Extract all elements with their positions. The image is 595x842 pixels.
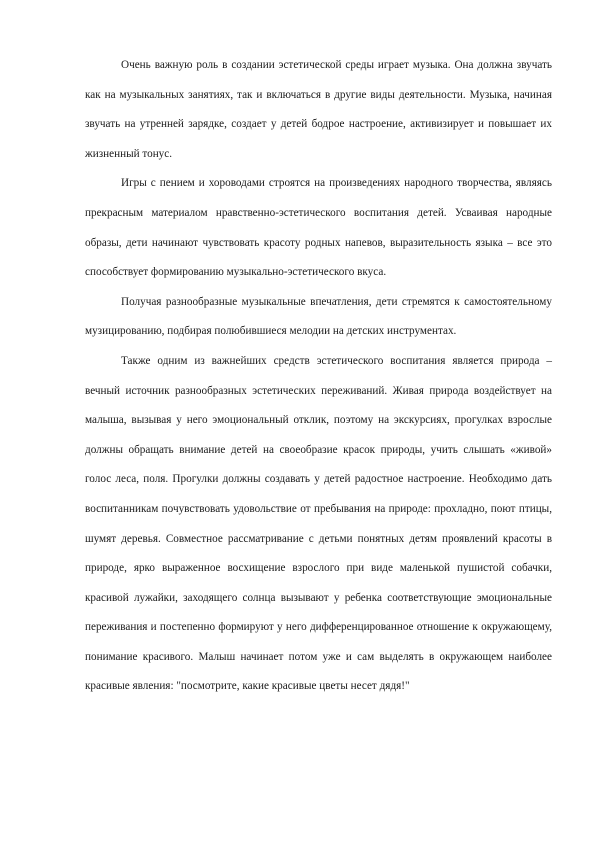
document-body (85, 51, 552, 702)
paragraph-music-impressions: Получая разнообразные музыкальные впечатления, дети стремятся к самостоятельному музицированию, подбирая полюбившиеся мелодии на детских инструментах. (85, 295, 552, 338)
paragraph-nature: Также одним из важнейших средств эстетического воспитания является природа – вечный источник разнообразных эстетических переживаний. Живая природа воздействует на малыша, вызывая у него эмоциональный отклик, поэтому на экскурсиях, прогулках взрослые должны обращать внимание детей на своеобразие красок природы, учить слышать «живой» голос леса, поля. Прогулки должны создавать у детей радостное настроение. Необходимо дать воспитанникам почувствовать удовольствие от пребывания на природе: прохладно, поют птицы, шумят деревья. Совместное рассматривание с детьми понятных детям проявлений красоты в природе, ярко выраженное восхищение взрослого при виде маленькой пушистой собачки, красивой лужайки, заходящего солнца вызывают у ребенка соответствующие эмоциональные переживания и постепенно формируют у него дифференцированное отношение к окружающему, понимание красивого. Малыш начинает потом уже и сам выделять в окружающем наиболее красивые явления: "посмотрите, какие красивые цветы несет дядя!" (85, 354, 552, 693)
paragraph-music-role: Очень важную роль в создании эстетической среды играет музыка. Она должна звучать как на музыкальных занятиях, так и включаться в другие виды деятельности. Музыка, начиная звучать на утренней зарядке, создает у детей бодрое настроение, активизирует и повышает их жизненный тонус. (85, 59, 552, 160)
paragraph-folk-games: Игры с пением и хороводами строятся на произведениях народного творчества, являясь прекрасным материалом нравственно-эстетического воспитания детей. Усваивая народные образы, дети начинают чувствовать красоту родных напевов, выразительность языка – все это способствует формированию музыкально-эстетического вкуса. (85, 177, 552, 279)
